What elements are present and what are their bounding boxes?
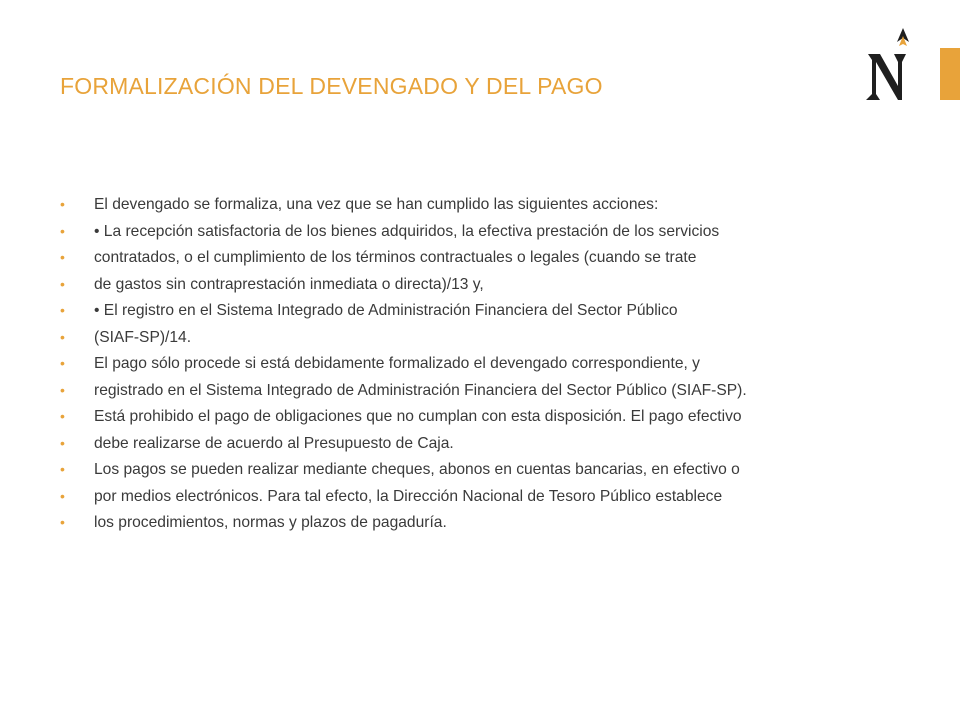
list-item bbox=[60, 249, 905, 266]
list-item-text: • La recepción satisfactoria de los bienes adquiridos, la efectiva prestación de los servicios bbox=[94, 222, 720, 240]
list-item-text: contratados, o el cumplimiento de los términos contractuales o legales (cuando se trate bbox=[94, 249, 697, 266]
list-item bbox=[60, 196, 905, 213]
bullet-icon: • bbox=[60, 434, 65, 451]
list-item bbox=[60, 514, 905, 531]
bullet-icon: • bbox=[60, 249, 65, 265]
list-item bbox=[60, 223, 905, 240]
list-item-text: • El registro en el Sistema Integrado de Administración Financiera del Sector Público bbox=[94, 302, 678, 319]
list-item-text: de gastos sin contraprestación inmediata o directa)/13 y, bbox=[94, 275, 484, 293]
list-item-text: (SIAF-SP)/14. bbox=[94, 328, 192, 346]
bullet-icon: • bbox=[60, 355, 65, 371]
bullet-icon: • bbox=[60, 408, 65, 424]
list-item-text: El devengado se formaliza, una vez que se han cumplido las siguientes acciones: bbox=[94, 196, 659, 213]
bullet-icon: • bbox=[60, 196, 65, 212]
bullet-icon: • bbox=[60, 275, 65, 292]
list-item bbox=[60, 355, 905, 372]
list-item bbox=[60, 276, 905, 293]
list-item bbox=[60, 382, 905, 399]
accent-bar bbox=[940, 48, 960, 100]
university-n-logo-icon bbox=[862, 24, 914, 102]
list-item bbox=[60, 408, 905, 425]
bullet-icon: • bbox=[60, 461, 65, 477]
list-item bbox=[60, 329, 905, 346]
list-item bbox=[60, 461, 905, 478]
list-item-text: Los pagos se pueden realizar mediante cheques, abonos en cuentas bancarias, en efectivo o bbox=[94, 461, 740, 478]
list-item bbox=[60, 435, 905, 452]
bullet-icon: • bbox=[60, 328, 65, 345]
bullet-icon: • bbox=[60, 381, 65, 398]
list-item-text: Está prohibido el pago de obligaciones que no cumplan con esta disposición. El pago efectivo bbox=[94, 408, 742, 425]
slide-title: FORMALIZACIÓN DEL DEVENGADO Y DEL PAGO bbox=[60, 73, 603, 99]
list-item bbox=[60, 302, 905, 319]
list-item bbox=[60, 488, 905, 505]
list-item-text: los procedimientos, normas y plazos de pagaduría. bbox=[94, 514, 447, 531]
bullet-list bbox=[60, 196, 905, 541]
bullet-icon: • bbox=[60, 514, 65, 530]
bullet-icon: • bbox=[60, 487, 65, 504]
bullet-icon: • bbox=[60, 302, 65, 318]
list-item-text: registrado en el Sistema Integrado de Administración Financiera del Sector Público (SIAF-SP). bbox=[94, 381, 747, 399]
list-item-text: por medios electrónicos. Para tal efecto, la Dirección Nacional de Tesoro Público establece bbox=[94, 487, 723, 505]
list-item-text: debe realizarse de acuerdo al Presupuesto de Caja. bbox=[94, 434, 454, 452]
bullet-icon: • bbox=[60, 222, 65, 239]
list-item-text: El pago sólo procede si está debidamente formalizado el devengado correspondiente, y bbox=[94, 355, 700, 372]
